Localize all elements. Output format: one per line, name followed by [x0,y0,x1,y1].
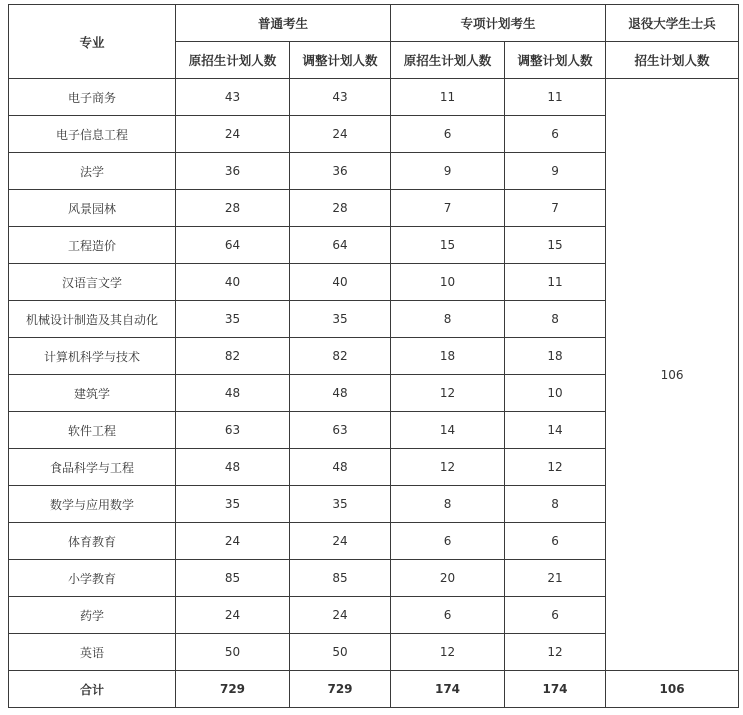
cell-special-adjusted: 6 [505,523,606,560]
cell-major: 电子信息工程 [9,116,176,153]
cell-regular-original: 35 [176,486,290,523]
total-veteran: 106 [606,671,739,708]
cell-special-original: 12 [391,634,505,671]
cell-special-original: 20 [391,560,505,597]
cell-special-adjusted: 8 [505,486,606,523]
cell-regular-adjusted: 85 [290,560,391,597]
cell-regular-original: 28 [176,190,290,227]
cell-major: 电子商务 [9,79,176,116]
cell-regular-adjusted: 48 [290,375,391,412]
cell-special-adjusted: 11 [505,264,606,301]
cell-regular-adjusted: 35 [290,301,391,338]
cell-regular-original: 40 [176,264,290,301]
table-body [9,79,739,708]
cell-special-adjusted: 15 [505,227,606,264]
table-row [9,79,739,116]
cell-special-original: 6 [391,116,505,153]
cell-regular-adjusted: 35 [290,486,391,523]
cell-major: 法学 [9,153,176,190]
cell-major: 建筑学 [9,375,176,412]
cell-special-original: 14 [391,412,505,449]
cell-regular-adjusted: 64 [290,227,391,264]
total-special-original: 174 [391,671,505,708]
cell-special-adjusted: 21 [505,560,606,597]
cell-major: 英语 [9,634,176,671]
cell-special-adjusted: 10 [505,375,606,412]
cell-major: 体育教育 [9,523,176,560]
cell-regular-adjusted: 40 [290,264,391,301]
cell-special-adjusted: 11 [505,79,606,116]
cell-regular-original: 82 [176,338,290,375]
cell-regular-original: 48 [176,449,290,486]
cell-special-original: 12 [391,375,505,412]
total-regular-original: 729 [176,671,290,708]
cell-special-adjusted: 14 [505,412,606,449]
cell-regular-adjusted: 82 [290,338,391,375]
cell-special-original: 12 [391,449,505,486]
cell-special-original: 6 [391,597,505,634]
cell-regular-adjusted: 63 [290,412,391,449]
cell-major: 机械设计制造及其自动化 [9,301,176,338]
cell-special-original: 15 [391,227,505,264]
cell-regular-adjusted: 24 [290,523,391,560]
cell-major: 汉语言文学 [9,264,176,301]
cell-special-original: 8 [391,301,505,338]
cell-regular-original: 48 [176,375,290,412]
cell-special-original: 7 [391,190,505,227]
cell-veteran-merged: 106 [606,79,739,671]
cell-regular-original: 64 [176,227,290,264]
cell-regular-original: 85 [176,560,290,597]
header-major: 专业 [9,5,176,79]
header-regular-original: 原招生计划人数 [176,42,290,79]
cell-regular-adjusted: 28 [290,190,391,227]
cell-special-adjusted: 12 [505,449,606,486]
cell-special-adjusted: 9 [505,153,606,190]
header-row-top [9,5,739,42]
cell-special-original: 11 [391,79,505,116]
cell-regular-adjusted: 50 [290,634,391,671]
cell-regular-original: 63 [176,412,290,449]
header-special-adjusted: 调整计划人数 [505,42,606,79]
cell-major: 计算机科学与技术 [9,338,176,375]
plan-table-wrapper [8,4,743,708]
cell-special-original: 18 [391,338,505,375]
cell-regular-original: 35 [176,301,290,338]
cell-special-adjusted: 6 [505,116,606,153]
cell-regular-adjusted: 43 [290,79,391,116]
header-veteran-plan: 招生计划人数 [606,42,739,79]
cell-special-adjusted: 18 [505,338,606,375]
total-special-adjusted: 174 [505,671,606,708]
cell-special-original: 6 [391,523,505,560]
cell-special-original: 8 [391,486,505,523]
cell-regular-adjusted: 36 [290,153,391,190]
header-regular: 普通考生 [176,5,391,42]
cell-major: 风景园林 [9,190,176,227]
header-special: 专项计划考生 [391,5,606,42]
cell-major: 食品科学与工程 [9,449,176,486]
cell-major: 数学与应用数学 [9,486,176,523]
cell-regular-adjusted: 24 [290,597,391,634]
cell-special-adjusted: 7 [505,190,606,227]
cell-regular-adjusted: 48 [290,449,391,486]
cell-major: 药学 [9,597,176,634]
header-special-original: 原招生计划人数 [391,42,505,79]
cell-regular-original: 43 [176,79,290,116]
cell-regular-original: 24 [176,116,290,153]
enrollment-plan-table [8,4,739,708]
cell-special-original: 9 [391,153,505,190]
total-regular-adjusted: 729 [290,671,391,708]
total-label: 合计 [9,671,176,708]
cell-regular-original: 24 [176,523,290,560]
cell-special-adjusted: 8 [505,301,606,338]
cell-major: 软件工程 [9,412,176,449]
header-regular-adjusted: 调整计划人数 [290,42,391,79]
cell-special-adjusted: 12 [505,634,606,671]
cell-regular-adjusted: 24 [290,116,391,153]
cell-regular-original: 36 [176,153,290,190]
cell-special-original: 10 [391,264,505,301]
total-row [9,671,739,708]
cell-special-adjusted: 6 [505,597,606,634]
cell-regular-original: 24 [176,597,290,634]
cell-regular-original: 50 [176,634,290,671]
cell-major: 小学教育 [9,560,176,597]
header-veteran: 退役大学生士兵 [606,5,739,42]
cell-major: 工程造价 [9,227,176,264]
